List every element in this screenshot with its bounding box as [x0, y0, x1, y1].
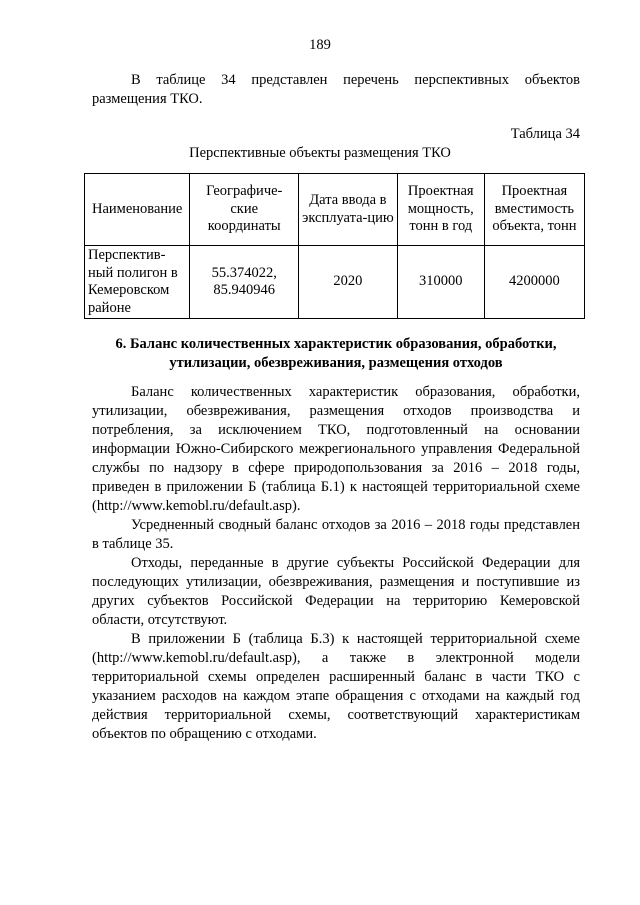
paragraph: Отходы, переданные в другие субъекты Российской Федерации для последующих утилизации, обезвреживания, размещения и поступившие из других субъектов Российской Федерации на территорию Кемеровской области, отсутствуют.	[92, 555, 580, 628]
header-coordinates: Географиче-ские координаты	[190, 174, 299, 246]
waste-objects-table	[84, 173, 585, 319]
table-row	[85, 246, 585, 319]
cell-volume: 4200000	[484, 246, 584, 319]
paragraph: Усредненный сводный баланс отходов за 2016 – 2018 годы представлен в таблице 35.	[92, 517, 580, 552]
cell-capacity: 310000	[397, 246, 484, 319]
intro-paragraph: В таблице 34 представлен перечень перспективных объектов размещения ТКО.	[92, 72, 580, 107]
cell-name: Перспектив-ный полигон в Кемеровском районе	[85, 246, 190, 319]
paragraph: В приложении Б (таблица Б.3) к настоящей территориальной схеме (http://www.kemobl.ru/default.asp), а также в электронной модели территориальной схемы определен расширенный баланс в части ТКО с указанием расходов на каждом этапе обращения с отходами на каждый год действия территориальной схемы, соответствующий характеристикам объектов по обращению с отходами.	[92, 631, 580, 742]
paragraph: Баланс количественных характеристик образования, обработки, утилизации, обезвреживания, размещения отходов производства и потребления, за исключением ТКО, подготовленный на основании информации Южно-Сибирского межрегионального управления Федеральной службы по надзору в сфере природопользования за 2016 – 2018 годы, приведен в приложении Б (таблица Б.1) к настоящей территориальной схеме (http://www.kemobl.ru/default.asp).	[92, 384, 580, 514]
cell-commissioning-date: 2020	[299, 246, 398, 319]
header-name: Наименование	[85, 174, 190, 246]
page-number: 189	[309, 37, 331, 53]
header-capacity: Проектная мощность, тонн в год	[397, 174, 484, 246]
section-heading: 6. Баланс количественных характеристик образования, обработки, утилизации, обезвреживания, размещения отходов	[115, 336, 557, 371]
cell-coordinates: 55.374022, 85.940946	[190, 246, 299, 319]
table-title: Перспективные объекты размещения ТКО	[189, 145, 451, 161]
table-header-row	[85, 174, 585, 246]
section-body	[92, 383, 580, 744]
header-volume: Проектная вместимость объекта, тонн	[484, 174, 584, 246]
header-commissioning-date: Дата ввода в эксплуата-цию	[299, 174, 398, 246]
table-number: Таблица 34	[510, 126, 580, 142]
